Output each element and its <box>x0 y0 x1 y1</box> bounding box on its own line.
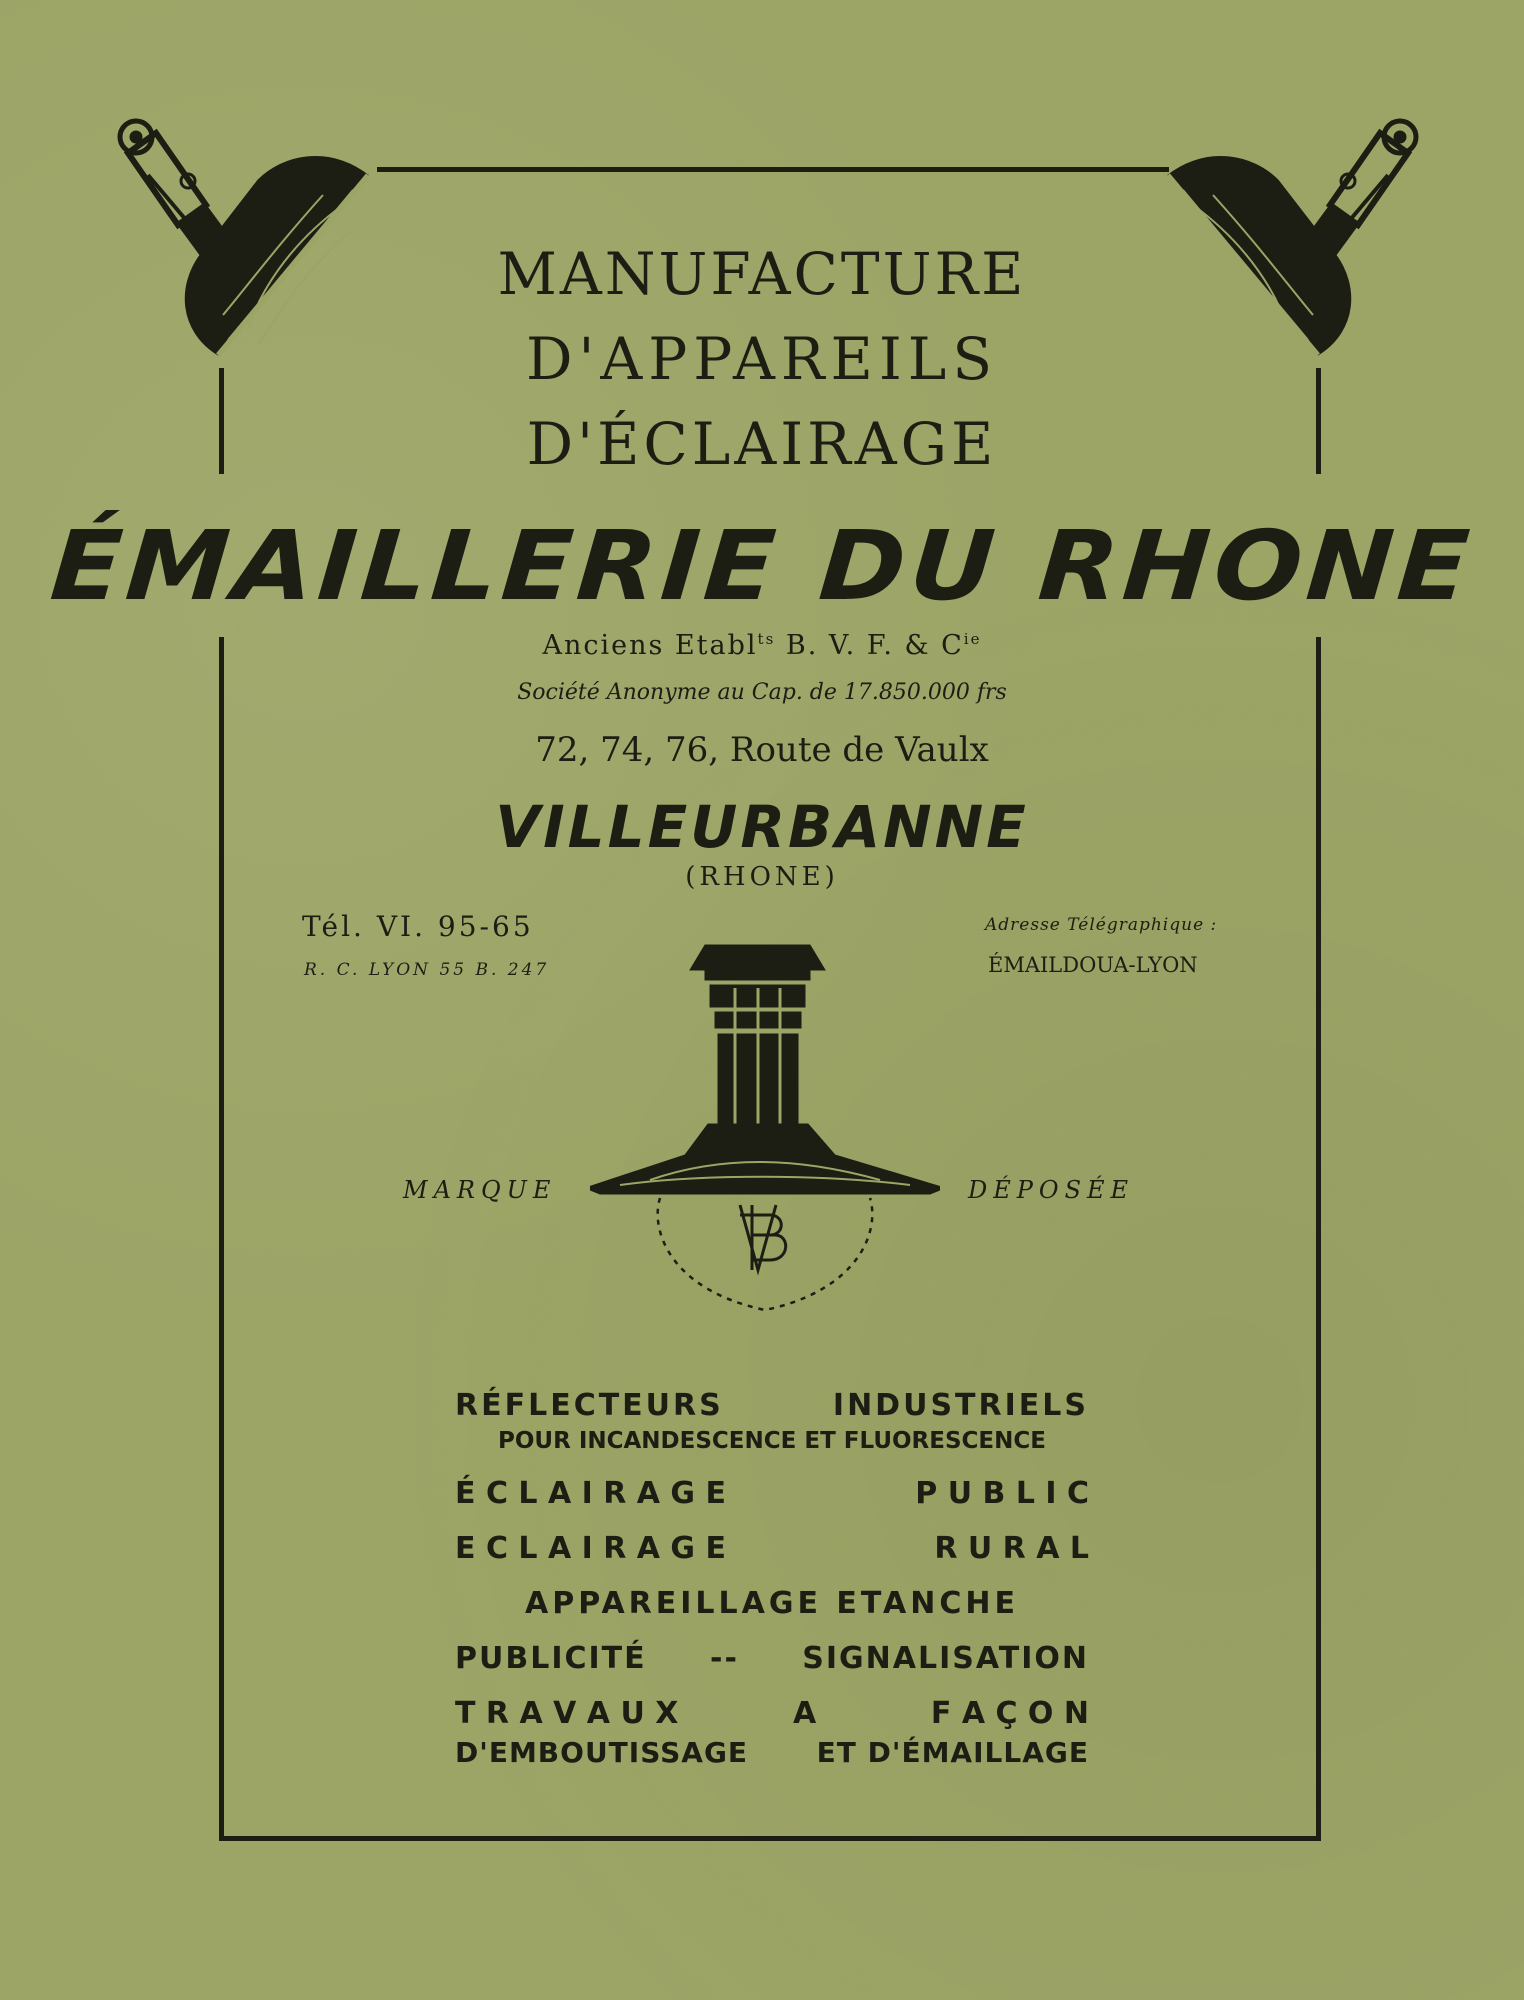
trademark-lamp-icon <box>590 930 940 1320</box>
former-establishments <box>0 630 1524 661</box>
heading-line-2: D'APPAREILS <box>525 325 999 393</box>
product-5-word-2: SIGNALISATION <box>802 1641 1089 1676</box>
trademark-right: DÉPOSÉE <box>968 1176 1135 1204</box>
product-4: APPAREILLAGE ETANCHE <box>525 1586 1019 1621</box>
telegraph-address: ÉMAILDOUA-LYON <box>988 953 1198 977</box>
former-prefix: Anciens Etabl <box>542 630 758 661</box>
product-2-word-2: P U B L I C <box>915 1476 1089 1511</box>
product-1-word-1: RÉFLECTEURS <box>455 1388 724 1423</box>
product-line-1 <box>455 1388 1089 1428</box>
product-6-sub-2: ET D'ÉMAILLAGE <box>816 1736 1089 1769</box>
product-line-6b <box>455 1736 1089 1776</box>
heading-line-1: MANUFACTURE <box>497 240 1027 308</box>
address-line: 72, 74, 76, Route de Vaulx <box>535 730 989 770</box>
product-3-word-1: E C L A I R A G E <box>455 1531 726 1566</box>
product-6-word-2: A <box>793 1696 817 1731</box>
product-line-3 <box>455 1531 1089 1586</box>
frame-bottom-rule <box>219 1836 1321 1841</box>
product-6-word-3: F A Ç O N <box>930 1696 1089 1731</box>
product-5-word-1: PUBLICITÉ <box>455 1641 647 1676</box>
product-6-sub-1: D'EMBOUTISSAGE <box>455 1736 749 1769</box>
former-sup: ts <box>757 630 776 648</box>
product-1-sub: POUR INCANDESCENCE ET FLUORESCENCE <box>498 1428 1046 1454</box>
frame-top-rule <box>377 167 1169 172</box>
region-name: (RHONE) <box>685 862 839 892</box>
product-line-5 <box>455 1641 1089 1696</box>
city-name: VILLEURBANNE <box>495 793 1029 861</box>
trademark-left: MARQUE <box>403 1176 557 1204</box>
product-2-word-1: É C L A I R A G E <box>455 1476 726 1511</box>
product-line-6 <box>455 1696 1089 1736</box>
product-line-1b <box>455 1428 1089 1476</box>
product-line-4 <box>455 1586 1089 1641</box>
heading-line-3: D'ÉCLAIRAGE <box>526 410 998 478</box>
product-6-word-1: T R A V A U X <box>455 1696 679 1731</box>
former-mid: B. V. F. & C <box>775 630 964 661</box>
product-list <box>455 1388 1089 1776</box>
telegraph-label: Adresse Télégraphique : <box>985 915 1218 935</box>
former-sup2: ie <box>963 630 982 648</box>
telephone: Tél. VI. 95-65 <box>302 910 534 943</box>
product-5-sep: -- <box>710 1641 739 1676</box>
product-1-word-2: INDUSTRIELS <box>832 1388 1089 1423</box>
product-3-word-2: R U R A L <box>934 1531 1089 1566</box>
capital-line: Société Anonyme au Cap. de 17.850.000 frs <box>517 680 1007 705</box>
brand-name: ÉMAILLERIE DU RHONE <box>46 510 1478 622</box>
product-line-2 <box>455 1476 1089 1531</box>
trade-register: R. C. LYON 55 B. 247 <box>304 960 550 980</box>
